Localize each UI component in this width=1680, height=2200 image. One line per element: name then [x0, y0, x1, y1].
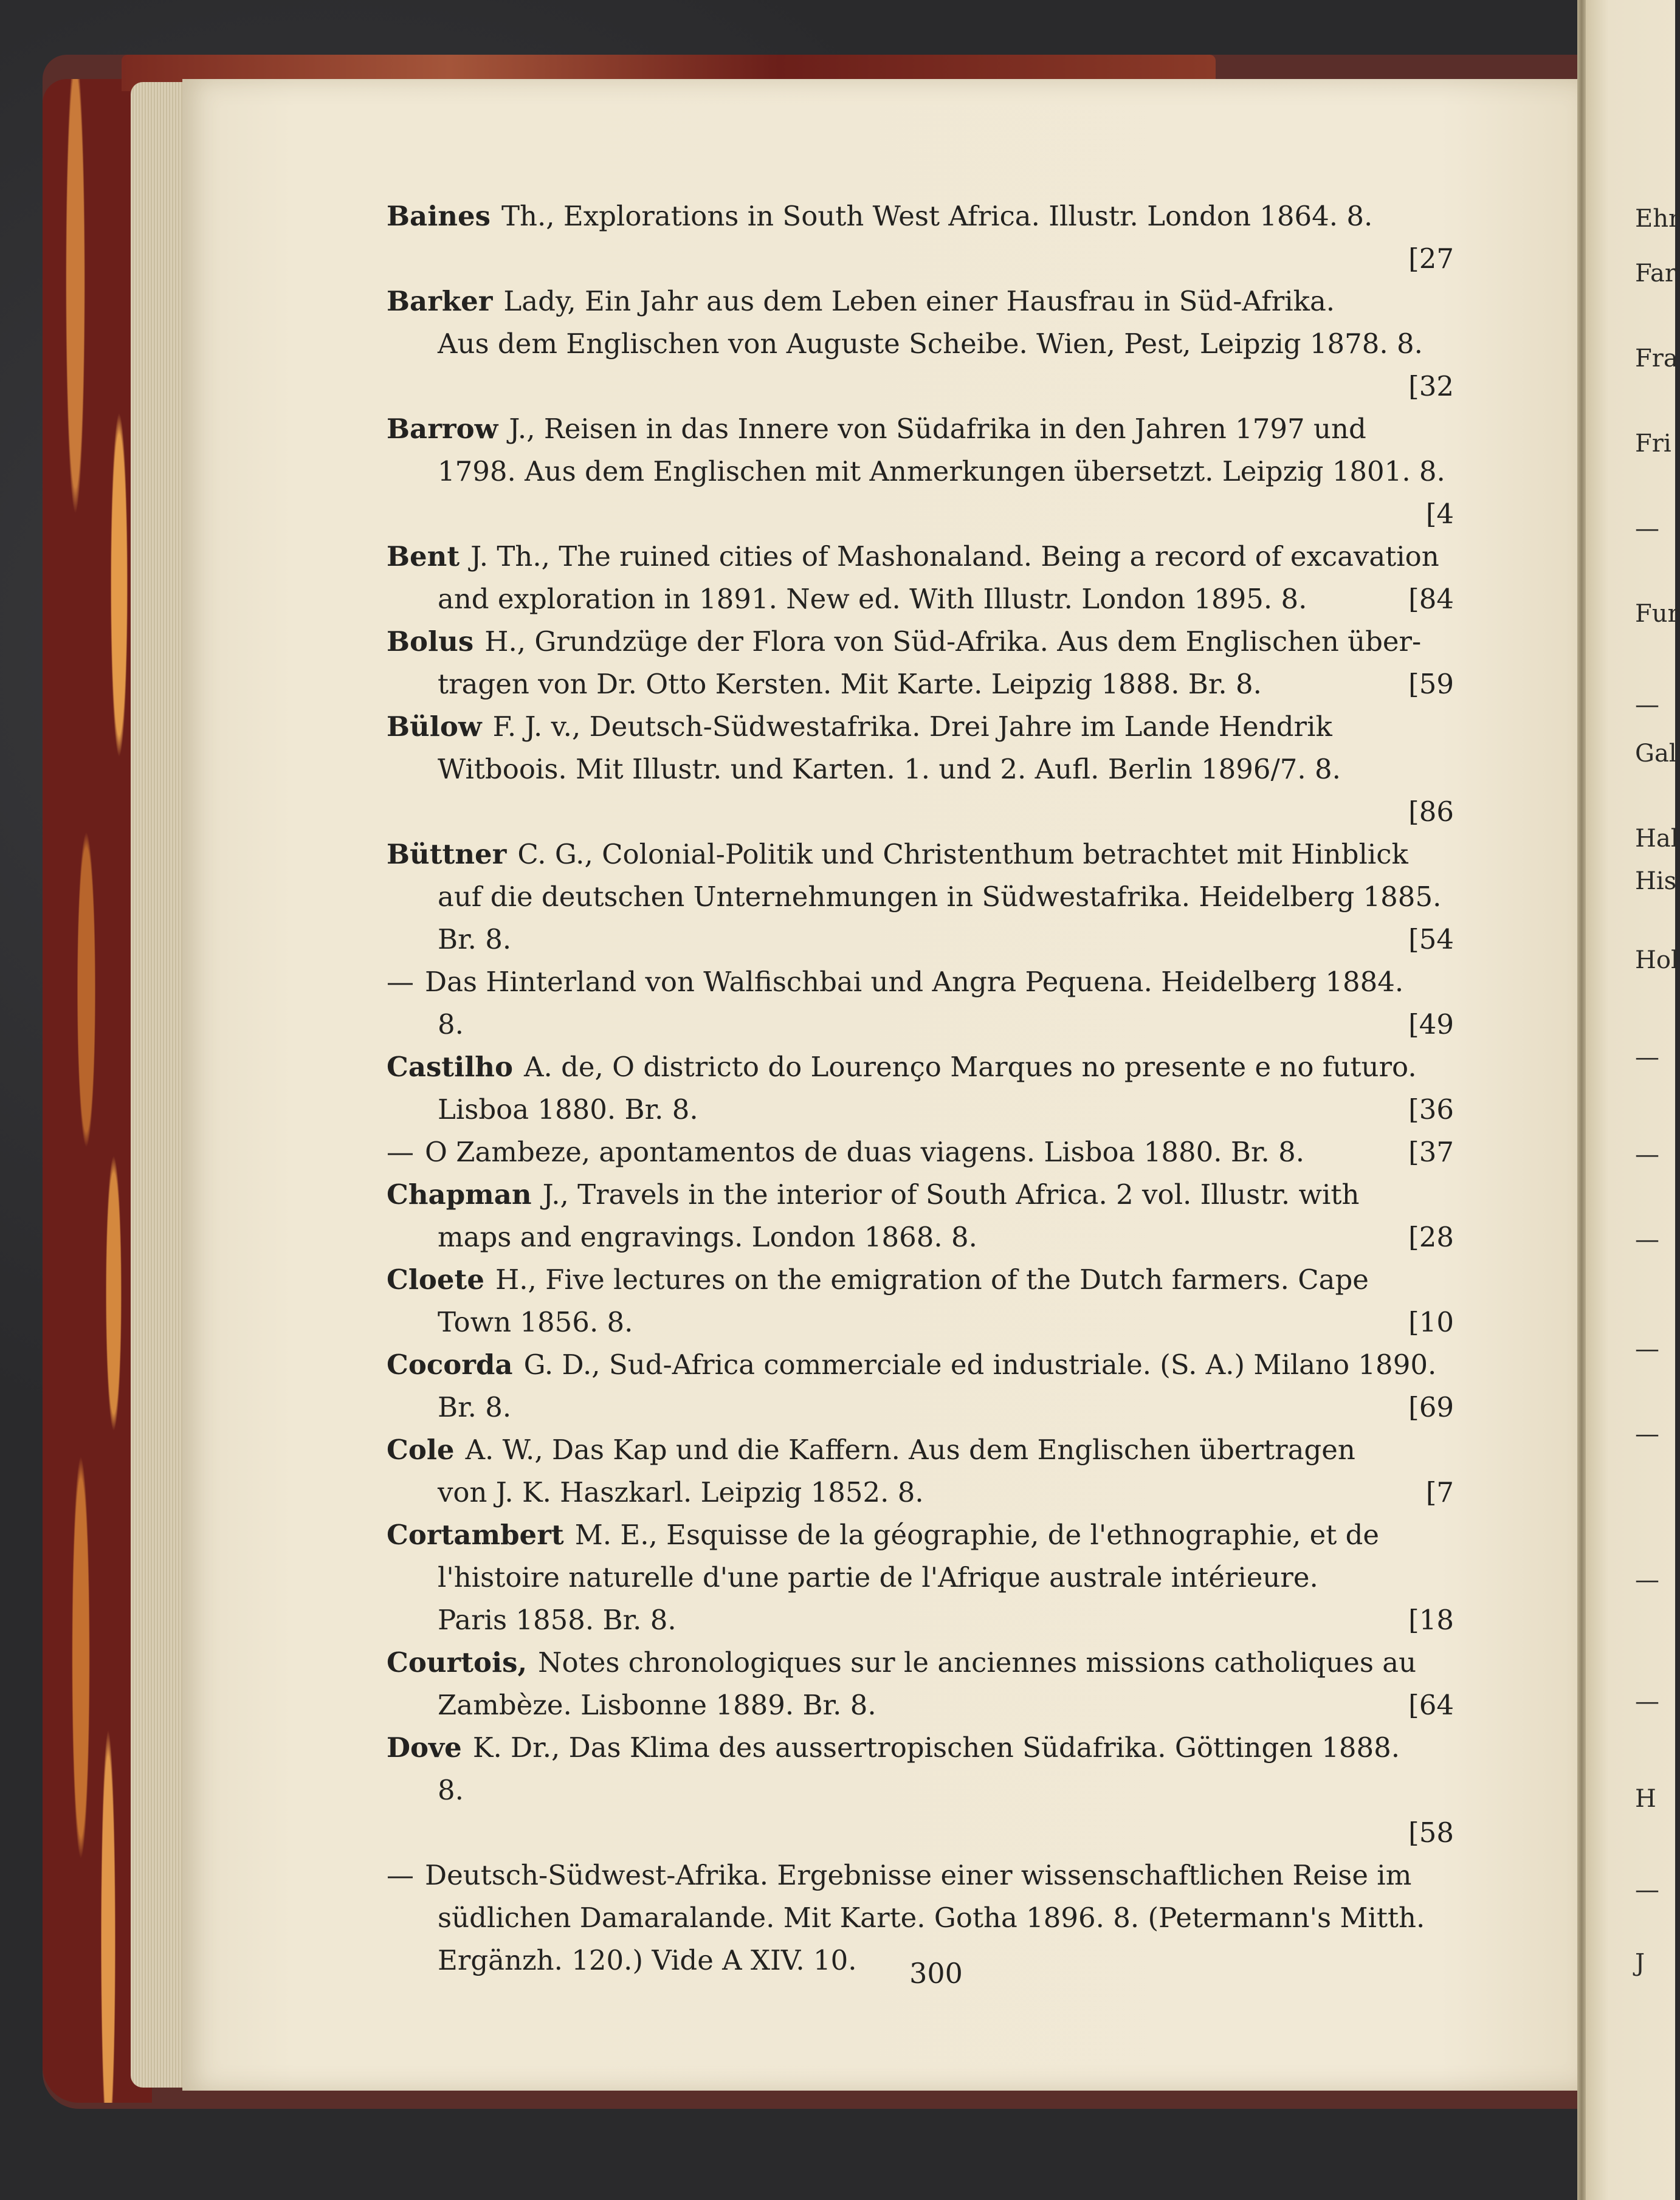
entry-text: südlichen Damaralande. Mit Karte. Gotha 1896. 8. (Petermann's Mitth.	[438, 1901, 1425, 1934]
fragment: J	[1635, 1949, 1645, 1977]
entry-author: Bolus	[387, 625, 474, 658]
entry-ref: [28	[1408, 1220, 1454, 1253]
entry-text: and exploration in 1891. New ed. With Illustr. London 1895. 8.	[438, 582, 1307, 615]
entry-ref: [86	[1408, 795, 1454, 828]
fragment: Gal	[1635, 740, 1677, 768]
entry-cole	[387, 1428, 1454, 1513]
entry-ref: [54	[1408, 923, 1454, 955]
entry-author: Cole	[387, 1433, 455, 1466]
entry-text: auf die deutschen Unternehmungen in Südwestafrika. Heidelberg 1885.	[438, 880, 1442, 913]
entry-text: M. E., Esquisse de la géographie, de l'ethnographie, et de	[574, 1518, 1380, 1551]
entry-ref: [10	[1408, 1305, 1454, 1338]
entry-dash: —	[387, 1135, 414, 1168]
entry-author: Dove	[387, 1731, 462, 1764]
entry-author: Chapman	[387, 1178, 532, 1211]
entry-author: Baines	[387, 199, 491, 232]
entry-ref: [18	[1408, 1603, 1454, 1636]
entry-ref: [27	[1408, 242, 1454, 275]
entry-author: Castilho	[387, 1050, 514, 1083]
entry-text: von J. K. Haszkarl. Leipzig 1852. 8.	[438, 1476, 924, 1508]
entry-castilho-2	[387, 1130, 1454, 1173]
fragment: Fra	[1635, 345, 1678, 373]
bibliography-list	[387, 194, 1454, 1981]
entry-text: J., Reisen in das Innere von Südafrika in den Jahren 1797 und	[509, 412, 1366, 445]
entry-ref: [84	[1408, 582, 1454, 615]
entry-ref: [64	[1408, 1688, 1454, 1721]
entry-barrow	[387, 407, 1454, 535]
entry-text: Witboois. Mit Illustr. und Karten. 1. und 2. Aufl. Berlin 1896/7. 8.	[438, 752, 1341, 785]
entry-text: Paris 1858. Br. 8.	[438, 1603, 676, 1636]
entry-buettner	[387, 833, 1454, 960]
fragment: —	[1635, 1141, 1659, 1169]
fragment: Ehr	[1635, 205, 1680, 233]
entry-buettner-2	[387, 960, 1454, 1045]
entry-text: 8.	[438, 1008, 464, 1040]
entry-text: J., Travels in the interior of South Africa. 2 vol. Illustr. with	[542, 1178, 1360, 1211]
entry-text: A. de, O districto do Lourenço Marques no presente e no futuro.	[524, 1050, 1417, 1083]
entry-author: Barker	[387, 284, 493, 317]
entry-text: A. W., Das Kap und die Kaffern. Aus dem Englischen übertragen	[465, 1433, 1355, 1466]
fragment: —	[1635, 1688, 1659, 1716]
entry-dash: —	[387, 965, 414, 998]
fragment: Fur	[1635, 600, 1679, 628]
entry-text: Deutsch-Südwest-Afrika. Ergebnisse einer wissenschaftlichen Reise im	[425, 1858, 1412, 1891]
entry-text: Zambèze. Lisbonne 1889. Br. 8.	[438, 1688, 876, 1721]
entry-text: G. D., Sud-Africa commerciale ed industriale. (S. A.) Milano 1890.	[523, 1348, 1437, 1381]
entry-text: F. J. v., Deutsch-Südwestafrika. Drei Jahre im Lande Hendrik	[492, 710, 1332, 743]
entry-text: Ergänzh. 120.) Vide A XIV. 10.	[438, 1944, 857, 1976]
entry-author: Courtois,	[387, 1646, 528, 1679]
entry-text: tragen von Dr. Otto Kersten. Mit Karte. Leipzig 1888. Br. 8.	[438, 667, 1262, 700]
entry-cloete	[387, 1258, 1454, 1343]
entry-chapman	[387, 1173, 1454, 1258]
entry-text: J. Th., The ruined cities of Mashonaland. Being a record of excavation	[470, 540, 1439, 572]
entry-ref: [32	[1408, 370, 1454, 402]
entry-text: Br. 8.	[438, 923, 512, 955]
entry-cocorda	[387, 1343, 1454, 1428]
fragment: —	[1635, 1043, 1659, 1071]
fragment: —	[1635, 1226, 1659, 1254]
entry-ref: [4	[1425, 497, 1454, 530]
entry-ref: [36	[1408, 1093, 1454, 1126]
entry-text: C. G., Colonial-Politik und Christenthum betrachtet mit Hinblick	[517, 837, 1408, 870]
fragment: —	[1635, 691, 1659, 719]
page-gutter	[1577, 0, 1586, 2200]
fragment: —	[1635, 1335, 1659, 1363]
entry-author: Barrow	[387, 412, 498, 445]
entry-text: Town 1856. 8.	[438, 1305, 633, 1338]
fragment: —	[1635, 1566, 1659, 1594]
entry-ref: [7	[1425, 1476, 1454, 1508]
entry-barker	[387, 280, 1454, 407]
entry-text: l'histoire naturelle d'une partie de l'Afrique australe intérieure.	[438, 1561, 1318, 1593]
entry-castilho	[387, 1045, 1454, 1130]
entry-author: Büttner	[387, 837, 507, 870]
entry-author: Bülow	[387, 710, 482, 743]
entry-text: H., Five lectures on the emigration of the Dutch farmers. Cape	[495, 1263, 1369, 1296]
entry-text: Th., Explorations in South West Africa. Illustr. London 1864. 8.	[501, 199, 1373, 232]
entry-ref: [37	[1408, 1135, 1454, 1168]
entry-buelow	[387, 705, 1454, 833]
entry-text: 8.	[438, 1773, 464, 1806]
entry-text: Lisboa 1880. Br. 8.	[438, 1093, 698, 1126]
fragment: —	[1635, 515, 1659, 543]
fragment: —	[1635, 1876, 1659, 1904]
entry-text: Notes chronologiques sur le anciennes missions catholiques au	[538, 1646, 1417, 1679]
entry-text: O Zambeze, apontamentos de duas viagens. Lisboa 1880. Br. 8.	[425, 1135, 1305, 1168]
fragment: His	[1635, 867, 1677, 895]
entry-text: 1798. Aus dem Englischen mit Anmerkungen übersetzt. Leipzig 1801. 8.	[438, 455, 1445, 487]
entry-author: Bent	[387, 540, 460, 572]
fragment: —	[1635, 1420, 1659, 1448]
entry-ref: [49	[1408, 1008, 1454, 1040]
entry-author: Cortambert	[387, 1518, 564, 1551]
entry-dash: —	[387, 1858, 414, 1891]
entry-dove	[387, 1726, 1454, 1854]
entry-courtois	[387, 1641, 1454, 1726]
page-number: 300	[909, 1957, 963, 1990]
entry-text: Das Hinterland von Walfischbai und Angra Pequena. Heidelberg 1884.	[425, 965, 1404, 998]
entry-author: Cocorda	[387, 1348, 513, 1381]
entry-text: H., Grundzüge der Flora von Süd-Afrika. Aus dem Englischen über-	[484, 625, 1422, 658]
entry-cortambert	[387, 1513, 1454, 1641]
entry-author: Cloete	[387, 1263, 484, 1296]
fragment: Far	[1635, 260, 1677, 287]
entry-text: Lady, Ein Jahr aus dem Leben einer Hausfrau in Süd-Afrika.	[503, 284, 1335, 317]
entry-bolus	[387, 620, 1454, 705]
entry-bent	[387, 535, 1454, 620]
fragment: H	[1635, 1785, 1656, 1813]
entry-ref: [69	[1408, 1390, 1454, 1423]
fragment: Hol	[1635, 946, 1679, 974]
fragment: Hal	[1635, 825, 1679, 853]
entry-text: Aus dem Englischen von Auguste Scheibe. Wien, Pest, Leipzig 1878. 8.	[438, 327, 1423, 360]
entry-text: K. Dr., Das Klima des aussertropischen Südafrika. Göttingen 1888.	[472, 1731, 1400, 1764]
entry-baines	[387, 194, 1454, 280]
fragment: Fri	[1635, 430, 1671, 458]
facing-page	[1580, 0, 1675, 2200]
entry-text: Br. 8.	[438, 1390, 512, 1423]
entry-text: maps and engravings. London 1868. 8.	[438, 1220, 977, 1253]
entry-ref: [58	[1408, 1816, 1454, 1849]
entry-ref: [59	[1408, 667, 1454, 700]
